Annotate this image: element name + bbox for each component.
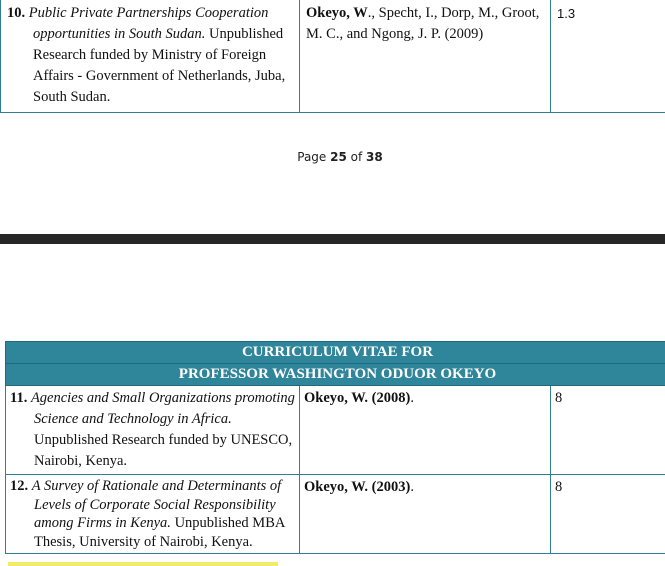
row-number: 10. (7, 5, 25, 21)
table-row (6, 475, 665, 554)
table-row (6, 386, 665, 475)
row-value: 8 (555, 479, 562, 495)
cv-header-row-2 (6, 364, 665, 386)
page-number-footer: Page 25 of 38 (0, 150, 665, 164)
publication-cell (1, 0, 300, 113)
text-highlight (8, 562, 278, 566)
row-number: 12. (10, 478, 28, 494)
page-total: 38 (366, 150, 383, 164)
publication-cell (6, 475, 300, 554)
row-value: 8 (555, 390, 562, 406)
publication-description: Unpublished MBA Thesis, University of Nairobi, Kenya. (34, 515, 285, 550)
cv-publications-table (5, 341, 665, 554)
publication-description: Unpublished Research funded by UNESCO, Nairobi, Kenya. (34, 432, 292, 469)
authors-rest: ., Specht, I., Dorp, M., Groot, M. C., and Ngong, J. P. (2009) (306, 5, 539, 42)
publication-title: Public Private Partnerships Cooperation opportunities in South Sudan. (29, 5, 269, 42)
publication-description: Unpublished Research funded by Ministry of Foreign Affairs - Government of Netherlands, Juba, South Sudan. (33, 26, 285, 105)
publication-title: Agencies and Small Organizations promoting Science and Technology in Africa. (31, 390, 295, 427)
cv-header-row-1 (6, 342, 665, 364)
author-bold: Okeyo, W. (2008) (304, 390, 410, 406)
authors-cell: Okeyo, W. (2008). (300, 386, 551, 475)
cv-header-title: CURRICULUM VITAE FOR (6, 342, 665, 364)
author-bold: Okeyo, W (306, 5, 368, 21)
row-value: 1.3 (557, 6, 575, 21)
value-cell (551, 386, 665, 475)
authors-cell (300, 0, 551, 113)
publication-title: A Survey of Rationale and Determinants of Levels of Corporate Social Responsibility among Firms in Kenya. (32, 478, 281, 531)
authors-cell: Okeyo, W. (2003). (300, 475, 551, 554)
value-cell (551, 475, 665, 554)
row-number: 11. (10, 390, 27, 406)
table-row (1, 0, 665, 113)
page-current: 25 (330, 150, 347, 164)
author-bold: Okeyo, W. (2003) (304, 479, 410, 495)
page-break-divider (0, 234, 665, 244)
publication-cell (6, 386, 300, 475)
cv-header-name: PROFESSOR WASHINGTON ODUOR OKEYO (6, 364, 665, 386)
value-cell (551, 0, 665, 113)
publications-table-top (0, 0, 665, 113)
